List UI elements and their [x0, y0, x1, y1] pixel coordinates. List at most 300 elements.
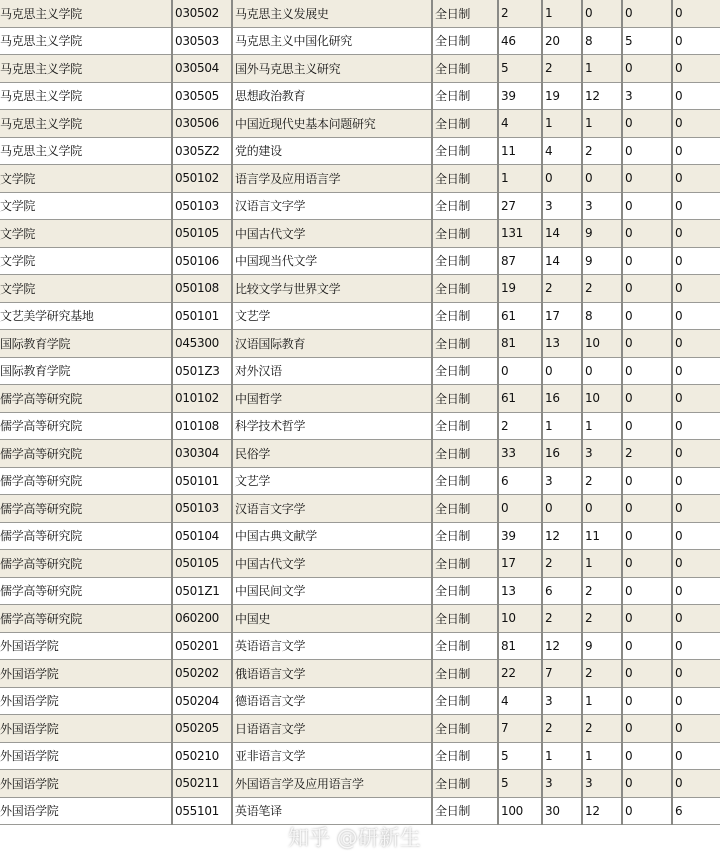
col8-cell: 0	[622, 385, 672, 413]
table-row	[0, 797, 720, 825]
study-mode-cell: 全日制	[432, 385, 498, 413]
admitted-cell: 2	[542, 55, 582, 83]
table-row	[0, 742, 720, 770]
col9-cell: 0	[672, 27, 720, 55]
table-row	[0, 495, 720, 523]
col7-cell: 8	[582, 27, 622, 55]
table-row	[0, 770, 720, 798]
study-mode-cell: 全日制	[432, 577, 498, 605]
study-mode-cell: 全日制	[432, 495, 498, 523]
study-mode-cell: 全日制	[432, 550, 498, 578]
college-cell: 外国语学院	[0, 742, 172, 770]
applicants-cell: 5	[498, 742, 542, 770]
col7-cell: 2	[582, 660, 622, 688]
col7-cell: 0	[582, 357, 622, 385]
col8-cell: 0	[622, 0, 672, 27]
study-mode-cell: 全日制	[432, 687, 498, 715]
col9-cell: 0	[672, 220, 720, 248]
col8-cell: 0	[622, 770, 672, 798]
major-name-cell: 文艺学	[232, 302, 432, 330]
major-name-cell: 马克思主义发展史	[232, 0, 432, 27]
col9-cell: 0	[672, 55, 720, 83]
study-mode-cell: 全日制	[432, 220, 498, 248]
admitted-cell: 3	[542, 192, 582, 220]
study-mode-cell: 全日制	[432, 302, 498, 330]
applicants-cell: 7	[498, 715, 542, 743]
col7-cell: 2	[582, 467, 622, 495]
col7-cell: 0	[582, 165, 622, 193]
admitted-cell: 1	[542, 110, 582, 138]
major-code-cell: 055101	[172, 797, 232, 825]
applicants-cell: 81	[498, 330, 542, 358]
col8-cell: 0	[622, 797, 672, 825]
col7-cell: 3	[582, 770, 622, 798]
major-name-cell: 中国古代文学	[232, 220, 432, 248]
study-mode-cell: 全日制	[432, 522, 498, 550]
applicants-cell: 22	[498, 660, 542, 688]
study-mode-cell: 全日制	[432, 192, 498, 220]
admitted-cell: 0	[542, 165, 582, 193]
col7-cell: 10	[582, 330, 622, 358]
col7-cell: 1	[582, 550, 622, 578]
col8-cell: 3	[622, 82, 672, 110]
table-row	[0, 522, 720, 550]
major-name-cell: 日语语言文学	[232, 715, 432, 743]
major-name-cell: 亚非语言文学	[232, 742, 432, 770]
study-mode-cell: 全日制	[432, 412, 498, 440]
col8-cell: 0	[622, 192, 672, 220]
study-mode-cell: 全日制	[432, 247, 498, 275]
major-code-cell: 050102	[172, 165, 232, 193]
college-cell: 外国语学院	[0, 715, 172, 743]
major-code-cell: 050210	[172, 742, 232, 770]
major-code-cell: 060200	[172, 605, 232, 633]
major-code-cell: 050105	[172, 220, 232, 248]
table-row	[0, 687, 720, 715]
college-cell: 儒学高等研究院	[0, 412, 172, 440]
col7-cell: 2	[582, 137, 622, 165]
major-code-cell: 050105	[172, 550, 232, 578]
table-row	[0, 55, 720, 83]
col9-cell: 0	[672, 110, 720, 138]
table-row	[0, 412, 720, 440]
admitted-cell: 0	[542, 495, 582, 523]
applicants-cell: 61	[498, 385, 542, 413]
major-code-cell: 030502	[172, 0, 232, 27]
college-cell: 儒学高等研究院	[0, 522, 172, 550]
col8-cell: 0	[622, 742, 672, 770]
applicants-cell: 13	[498, 577, 542, 605]
col9-cell: 0	[672, 632, 720, 660]
col8-cell: 0	[622, 550, 672, 578]
applicants-cell: 2	[498, 412, 542, 440]
major-code-cell: 050103	[172, 495, 232, 523]
col9-cell: 0	[672, 522, 720, 550]
major-name-cell: 中国古代文学	[232, 550, 432, 578]
major-code-cell: 030504	[172, 55, 232, 83]
table-row	[0, 220, 720, 248]
college-cell: 国际教育学院	[0, 357, 172, 385]
applicants-cell: 6	[498, 467, 542, 495]
major-code-cell: 050202	[172, 660, 232, 688]
col8-cell: 0	[622, 220, 672, 248]
major-code-cell: 050101	[172, 467, 232, 495]
col9-cell: 0	[672, 137, 720, 165]
admitted-cell: 13	[542, 330, 582, 358]
col7-cell: 2	[582, 275, 622, 303]
applicants-cell: 81	[498, 632, 542, 660]
col9-cell: 0	[672, 467, 720, 495]
applicants-cell: 11	[498, 137, 542, 165]
major-name-cell: 国外马克思主义研究	[232, 55, 432, 83]
study-mode-cell: 全日制	[432, 0, 498, 27]
applicants-cell: 87	[498, 247, 542, 275]
applicants-cell: 4	[498, 687, 542, 715]
applicants-cell: 2	[498, 0, 542, 27]
major-name-cell: 中国近现代史基本问题研究	[232, 110, 432, 138]
study-mode-cell: 全日制	[432, 440, 498, 468]
major-name-cell: 马克思主义中国化研究	[232, 27, 432, 55]
applicants-cell: 61	[498, 302, 542, 330]
applicants-cell: 39	[498, 82, 542, 110]
admitted-cell: 19	[542, 82, 582, 110]
col8-cell: 0	[622, 495, 672, 523]
table-row	[0, 632, 720, 660]
study-mode-cell: 全日制	[432, 467, 498, 495]
admitted-cell: 2	[542, 605, 582, 633]
study-mode-cell: 全日制	[432, 357, 498, 385]
major-name-cell: 汉语国际教育	[232, 330, 432, 358]
study-mode-cell: 全日制	[432, 27, 498, 55]
admitted-cell: 1	[542, 742, 582, 770]
applicants-cell: 27	[498, 192, 542, 220]
col8-cell: 0	[622, 522, 672, 550]
college-cell: 儒学高等研究院	[0, 385, 172, 413]
col7-cell: 2	[582, 577, 622, 605]
study-mode-cell: 全日制	[432, 660, 498, 688]
table-row	[0, 82, 720, 110]
admitted-cell: 12	[542, 522, 582, 550]
admitted-cell: 12	[542, 632, 582, 660]
admitted-cell: 20	[542, 27, 582, 55]
major-name-cell: 汉语言文字学	[232, 495, 432, 523]
admitted-cell: 16	[542, 440, 582, 468]
study-mode-cell: 全日制	[432, 110, 498, 138]
major-code-cell: 030503	[172, 27, 232, 55]
col9-cell: 0	[672, 385, 720, 413]
admitted-cell: 3	[542, 467, 582, 495]
applicants-cell: 1	[498, 165, 542, 193]
admitted-cell: 17	[542, 302, 582, 330]
study-mode-cell: 全日制	[432, 275, 498, 303]
col7-cell: 12	[582, 797, 622, 825]
table-row	[0, 275, 720, 303]
major-code-cell: 050204	[172, 687, 232, 715]
col7-cell: 2	[582, 715, 622, 743]
table-row	[0, 192, 720, 220]
col9-cell: 0	[672, 577, 720, 605]
col7-cell: 1	[582, 687, 622, 715]
col7-cell: 11	[582, 522, 622, 550]
major-name-cell: 民俗学	[232, 440, 432, 468]
table-row	[0, 0, 720, 27]
applicants-cell: 19	[498, 275, 542, 303]
college-cell: 儒学高等研究院	[0, 605, 172, 633]
study-mode-cell: 全日制	[432, 330, 498, 358]
college-cell: 文学院	[0, 220, 172, 248]
table-row	[0, 385, 720, 413]
major-code-cell: 050106	[172, 247, 232, 275]
major-name-cell: 党的建设	[232, 137, 432, 165]
col7-cell: 8	[582, 302, 622, 330]
col9-cell: 0	[672, 247, 720, 275]
table-row	[0, 660, 720, 688]
study-mode-cell: 全日制	[432, 715, 498, 743]
col9-cell: 0	[672, 495, 720, 523]
study-mode-cell: 全日制	[432, 797, 498, 825]
study-mode-cell: 全日制	[432, 632, 498, 660]
col9-cell: 0	[672, 770, 720, 798]
table-row	[0, 247, 720, 275]
major-code-cell: 030506	[172, 110, 232, 138]
col7-cell: 3	[582, 192, 622, 220]
table-row	[0, 467, 720, 495]
college-cell: 文学院	[0, 247, 172, 275]
col9-cell: 0	[672, 357, 720, 385]
applicants-cell: 0	[498, 495, 542, 523]
major-code-cell: 050205	[172, 715, 232, 743]
applicants-cell: 39	[498, 522, 542, 550]
college-cell: 文艺美学研究基地	[0, 302, 172, 330]
col9-cell: 0	[672, 165, 720, 193]
major-name-cell: 文艺学	[232, 467, 432, 495]
study-mode-cell: 全日制	[432, 55, 498, 83]
admitted-cell: 7	[542, 660, 582, 688]
applicants-cell: 4	[498, 110, 542, 138]
major-name-cell: 英语笔译	[232, 797, 432, 825]
col9-cell: 0	[672, 192, 720, 220]
major-name-cell: 汉语言文字学	[232, 192, 432, 220]
col8-cell: 0	[622, 330, 672, 358]
admitted-cell: 3	[542, 770, 582, 798]
table-row	[0, 605, 720, 633]
col8-cell: 0	[622, 577, 672, 605]
college-cell: 文学院	[0, 165, 172, 193]
admitted-cell: 2	[542, 275, 582, 303]
major-code-cell: 0305Z2	[172, 137, 232, 165]
col7-cell: 1	[582, 110, 622, 138]
col9-cell: 0	[672, 0, 720, 27]
major-name-cell: 中国哲学	[232, 385, 432, 413]
col8-cell: 0	[622, 660, 672, 688]
col8-cell: 5	[622, 27, 672, 55]
study-mode-cell: 全日制	[432, 605, 498, 633]
col8-cell: 0	[622, 110, 672, 138]
applicants-cell: 5	[498, 770, 542, 798]
major-name-cell: 思想政治教育	[232, 82, 432, 110]
college-cell: 马克思主义学院	[0, 82, 172, 110]
major-name-cell: 俄语语言文学	[232, 660, 432, 688]
col7-cell: 1	[582, 55, 622, 83]
college-cell: 马克思主义学院	[0, 55, 172, 83]
major-code-cell: 050104	[172, 522, 232, 550]
col7-cell: 1	[582, 412, 622, 440]
admitted-cell: 4	[542, 137, 582, 165]
table-row	[0, 550, 720, 578]
study-mode-cell: 全日制	[432, 137, 498, 165]
major-name-cell: 中国史	[232, 605, 432, 633]
table-row	[0, 165, 720, 193]
col9-cell: 0	[672, 440, 720, 468]
college-cell: 马克思主义学院	[0, 110, 172, 138]
col8-cell: 0	[622, 55, 672, 83]
college-cell: 儒学高等研究院	[0, 550, 172, 578]
col7-cell: 9	[582, 632, 622, 660]
applicants-cell: 100	[498, 797, 542, 825]
major-code-cell: 045300	[172, 330, 232, 358]
col9-cell: 0	[672, 82, 720, 110]
major-name-cell: 中国民间文学	[232, 577, 432, 605]
table-row	[0, 110, 720, 138]
study-mode-cell: 全日制	[432, 165, 498, 193]
admitted-cell: 1	[542, 412, 582, 440]
applicants-cell: 5	[498, 55, 542, 83]
col8-cell: 0	[622, 715, 672, 743]
major-code-cell: 050211	[172, 770, 232, 798]
major-code-cell: 050201	[172, 632, 232, 660]
col7-cell: 3	[582, 440, 622, 468]
study-mode-cell: 全日制	[432, 742, 498, 770]
study-mode-cell: 全日制	[432, 770, 498, 798]
college-cell: 马克思主义学院	[0, 27, 172, 55]
applicants-cell: 10	[498, 605, 542, 633]
study-mode-cell: 全日制	[432, 82, 498, 110]
table-row	[0, 302, 720, 330]
college-cell: 国际教育学院	[0, 330, 172, 358]
table-row	[0, 440, 720, 468]
col9-cell: 0	[672, 550, 720, 578]
admitted-cell: 3	[542, 687, 582, 715]
major-code-cell: 0501Z3	[172, 357, 232, 385]
admitted-cell: 14	[542, 247, 582, 275]
major-code-cell: 050101	[172, 302, 232, 330]
major-code-cell: 030304	[172, 440, 232, 468]
major-name-cell: 中国古典文献学	[232, 522, 432, 550]
college-cell: 马克思主义学院	[0, 137, 172, 165]
major-code-cell: 050108	[172, 275, 232, 303]
major-name-cell: 德语语言文学	[232, 687, 432, 715]
major-code-cell: 050103	[172, 192, 232, 220]
table-row	[0, 577, 720, 605]
col7-cell: 12	[582, 82, 622, 110]
college-cell: 儒学高等研究院	[0, 577, 172, 605]
col9-cell: 0	[672, 275, 720, 303]
major-code-cell: 030505	[172, 82, 232, 110]
col9-cell: 0	[672, 302, 720, 330]
admitted-cell: 6	[542, 577, 582, 605]
col9-cell: 0	[672, 687, 720, 715]
major-code-cell: 010108	[172, 412, 232, 440]
applicants-cell: 0	[498, 357, 542, 385]
major-name-cell: 科学技术哲学	[232, 412, 432, 440]
major-name-cell: 语言学及应用语言学	[232, 165, 432, 193]
applicants-cell: 17	[498, 550, 542, 578]
col8-cell: 0	[622, 687, 672, 715]
major-name-cell: 比较文学与世界文学	[232, 275, 432, 303]
col8-cell: 0	[622, 467, 672, 495]
col9-cell: 0	[672, 660, 720, 688]
col7-cell: 9	[582, 220, 622, 248]
college-cell: 马克思主义学院	[0, 0, 172, 27]
admitted-cell: 2	[542, 715, 582, 743]
admitted-cell: 30	[542, 797, 582, 825]
table-row	[0, 27, 720, 55]
college-cell: 儒学高等研究院	[0, 467, 172, 495]
admitted-cell: 14	[542, 220, 582, 248]
admitted-cell: 0	[542, 357, 582, 385]
admitted-cell: 2	[542, 550, 582, 578]
college-cell: 文学院	[0, 192, 172, 220]
college-cell: 外国语学院	[0, 660, 172, 688]
admitted-cell: 16	[542, 385, 582, 413]
col8-cell: 0	[622, 137, 672, 165]
major-name-cell: 外国语言学及应用语言学	[232, 770, 432, 798]
col9-cell: 0	[672, 742, 720, 770]
college-cell: 外国语学院	[0, 797, 172, 825]
col9-cell: 0	[672, 605, 720, 633]
college-cell: 文学院	[0, 275, 172, 303]
table-row	[0, 715, 720, 743]
col8-cell: 0	[622, 302, 672, 330]
table-row	[0, 330, 720, 358]
col9-cell: 6	[672, 797, 720, 825]
col8-cell: 0	[622, 165, 672, 193]
major-code-cell: 010102	[172, 385, 232, 413]
col7-cell: 1	[582, 742, 622, 770]
college-cell: 儒学高等研究院	[0, 440, 172, 468]
major-code-cell: 0501Z1	[172, 577, 232, 605]
col7-cell: 2	[582, 605, 622, 633]
col7-cell: 0	[582, 495, 622, 523]
table-row	[0, 137, 720, 165]
admitted-cell: 1	[542, 0, 582, 27]
col8-cell: 0	[622, 275, 672, 303]
col8-cell: 0	[622, 605, 672, 633]
col8-cell: 0	[622, 357, 672, 385]
applicants-cell: 46	[498, 27, 542, 55]
col7-cell: 9	[582, 247, 622, 275]
col9-cell: 0	[672, 715, 720, 743]
watermark: 知乎 @研新生	[288, 826, 421, 850]
col8-cell: 0	[622, 632, 672, 660]
table-row	[0, 357, 720, 385]
major-name-cell: 中国现当代文学	[232, 247, 432, 275]
col8-cell: 2	[622, 440, 672, 468]
applicants-cell: 33	[498, 440, 542, 468]
col8-cell: 0	[622, 412, 672, 440]
college-cell: 外国语学院	[0, 687, 172, 715]
col8-cell: 0	[622, 247, 672, 275]
applicants-cell: 131	[498, 220, 542, 248]
college-cell: 儒学高等研究院	[0, 495, 172, 523]
col9-cell: 0	[672, 330, 720, 358]
col7-cell: 10	[582, 385, 622, 413]
col7-cell: 0	[582, 0, 622, 27]
major-name-cell: 英语语言文学	[232, 632, 432, 660]
major-name-cell: 对外汉语	[232, 357, 432, 385]
col9-cell: 0	[672, 412, 720, 440]
college-cell: 外国语学院	[0, 632, 172, 660]
